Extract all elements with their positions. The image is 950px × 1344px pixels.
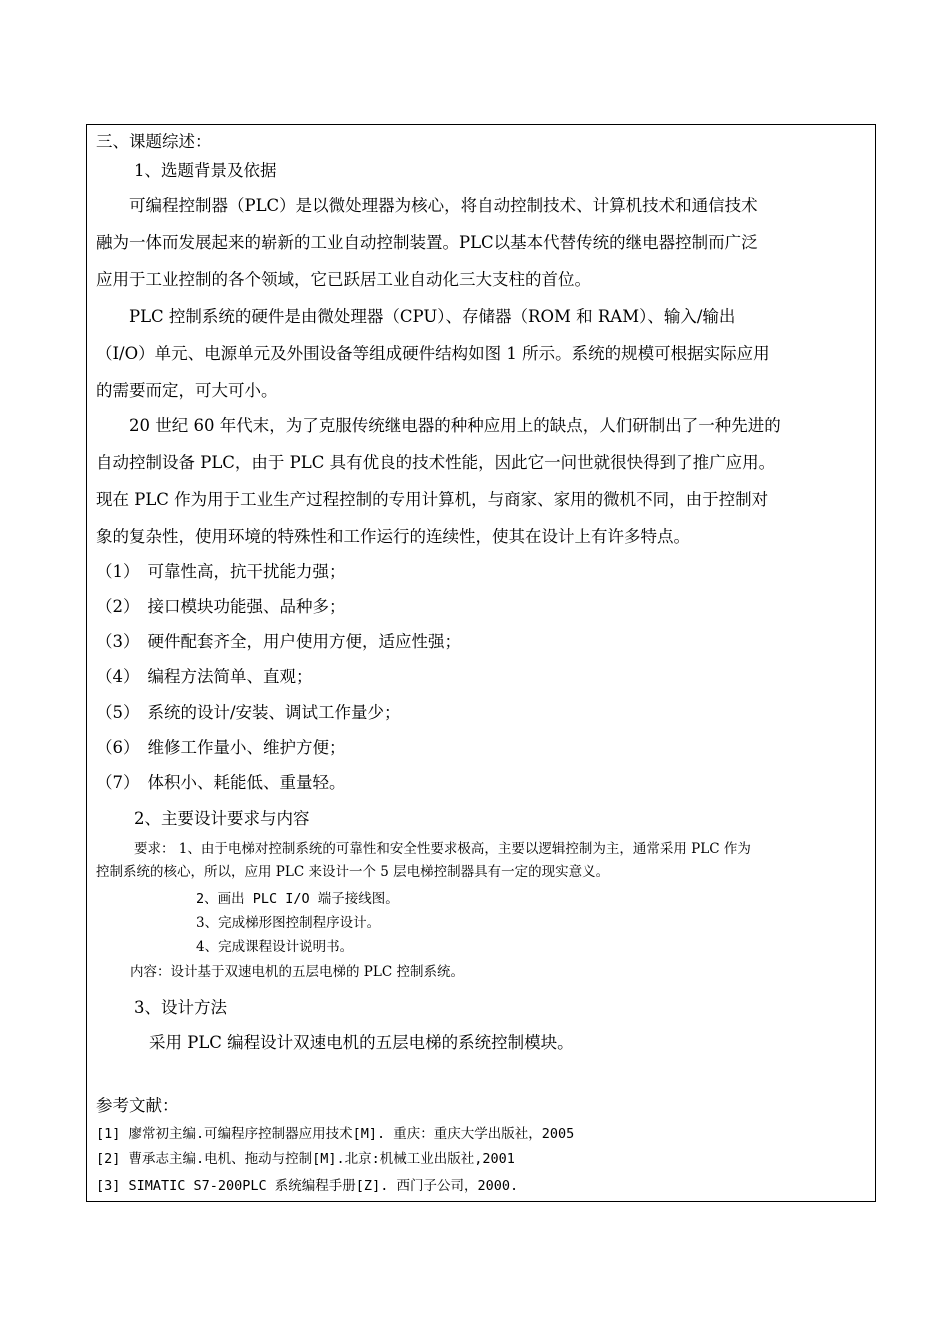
- heading-background: 1、选题背景及依据: [134, 161, 277, 180]
- paragraph-line: 自动控制设备 PLC，由于 PLC 具有优良的技术性能，因此它一问世就很快得到了推广应用。: [96, 453, 776, 472]
- requirement-item: 4、完成课程设计说明书。: [196, 939, 354, 955]
- paragraph-line: 可编程控制器（PLC）是以微处理器为核心，将自动控制技术、计算机技术和通信技术: [129, 196, 758, 215]
- feature-text: 硬件配套齐全，用户使用方便，适应性强；: [147, 632, 461, 651]
- feature-num: （5）: [96, 703, 140, 722]
- paragraph-line: 象的复杂性，使用环境的特殊性和工作运行的连续性，使其在设计上有许多特点。: [96, 527, 690, 546]
- feature-num: （7）: [96, 773, 140, 792]
- feature-text: 编程方法简单、直观；: [147, 667, 313, 686]
- method-text: 采用 PLC 编程设计双速电机的五层电梯的系统控制模块。: [149, 1033, 574, 1052]
- feature-item: [96, 663, 313, 687]
- paragraph-line: （I/O）单元、电源单元及外围设备等组成硬件结构如图 1 所示。系统的规模可根据实际应用: [96, 344, 770, 363]
- requirement-item: 3、完成梯形图控制程序设计。: [196, 915, 381, 931]
- heading-method: 3、设计方法: [134, 998, 227, 1017]
- paragraph-line: PLC 控制系统的硬件是由微处理器（CPU）、存储器（ROM 和 RAM）、输入/输出: [129, 307, 736, 326]
- paragraph-line: 的需要而定，可大可小。: [96, 381, 278, 400]
- feature-num: （1）: [96, 562, 140, 581]
- paragraph-line: 20 世纪 60 年代末，为了克服传统继电器的种种应用上的缺点，人们研制出了一种先进的: [129, 416, 781, 435]
- content-line: 内容：设计基于双速电机的五层电梯的 PLC 控制系统。: [130, 964, 464, 980]
- feature-num: （3）: [96, 632, 140, 651]
- feature-item: [96, 628, 461, 652]
- reference-item: [2] 曹承志主编.电机、拖动与控制[M].北京:机械工业出版社,2001: [96, 1151, 515, 1167]
- paragraph-line: 融为一体而发展起来的崭新的工业自动控制装置。PLC以基本代替传统的继电器控制而广泛: [96, 233, 758, 252]
- feature-text: 体积小、耗能低、重量轻。: [147, 773, 346, 792]
- paragraph-line: 现在 PLC 作为用于工业生产过程控制的专用计算机，与商家、家用的微机不同，由于控制对: [96, 490, 769, 509]
- feature-item: [96, 558, 346, 582]
- paragraph-line: 应用于工业控制的各个领域，它已跃居工业自动化三大支柱的首位。: [96, 270, 591, 289]
- feature-num: （4）: [96, 667, 140, 686]
- requirement-line: 控制系统的核心，所以，应用 PLC 来设计一个 5 层电梯控制器具有一定的现实意义。: [96, 864, 610, 880]
- section-title: 三、课题综述：: [96, 132, 212, 151]
- feature-item: [96, 769, 346, 793]
- feature-text: 系统的设计/安装、调试工作量少；: [147, 703, 401, 722]
- feature-item: [96, 593, 346, 617]
- feature-text: 接口模块功能强、品种多；: [147, 597, 346, 616]
- requirement-item: 2、画出 PLC I/O 端子接线图。: [196, 891, 399, 907]
- reference-item: [1] 廖常初主编.可编程序控制器应用技术[M]. 重庆：重庆大学出版社，2005: [96, 1126, 575, 1142]
- feature-text: 可靠性高，抗干扰能力强；: [147, 562, 346, 581]
- feature-num: （2）: [96, 597, 140, 616]
- heading-requirements: 2、主要设计要求与内容: [134, 809, 310, 828]
- feature-item: [96, 734, 346, 758]
- references-title: 参考文献：: [96, 1096, 179, 1115]
- feature-item: [96, 699, 401, 723]
- feature-text: 维修工作量小、维护方便；: [147, 738, 346, 757]
- reference-item: [3] SIMATIC S7-200PLC 系统编程手册[Z]. 西门子公司，2000.: [96, 1178, 519, 1194]
- feature-num: （6）: [96, 738, 140, 757]
- requirement-line: 要求： 1、由于电梯对控制系统的可靠性和安全性要求极高，主要以逻辑控制为主，通常采用 PLC 作为: [134, 841, 751, 857]
